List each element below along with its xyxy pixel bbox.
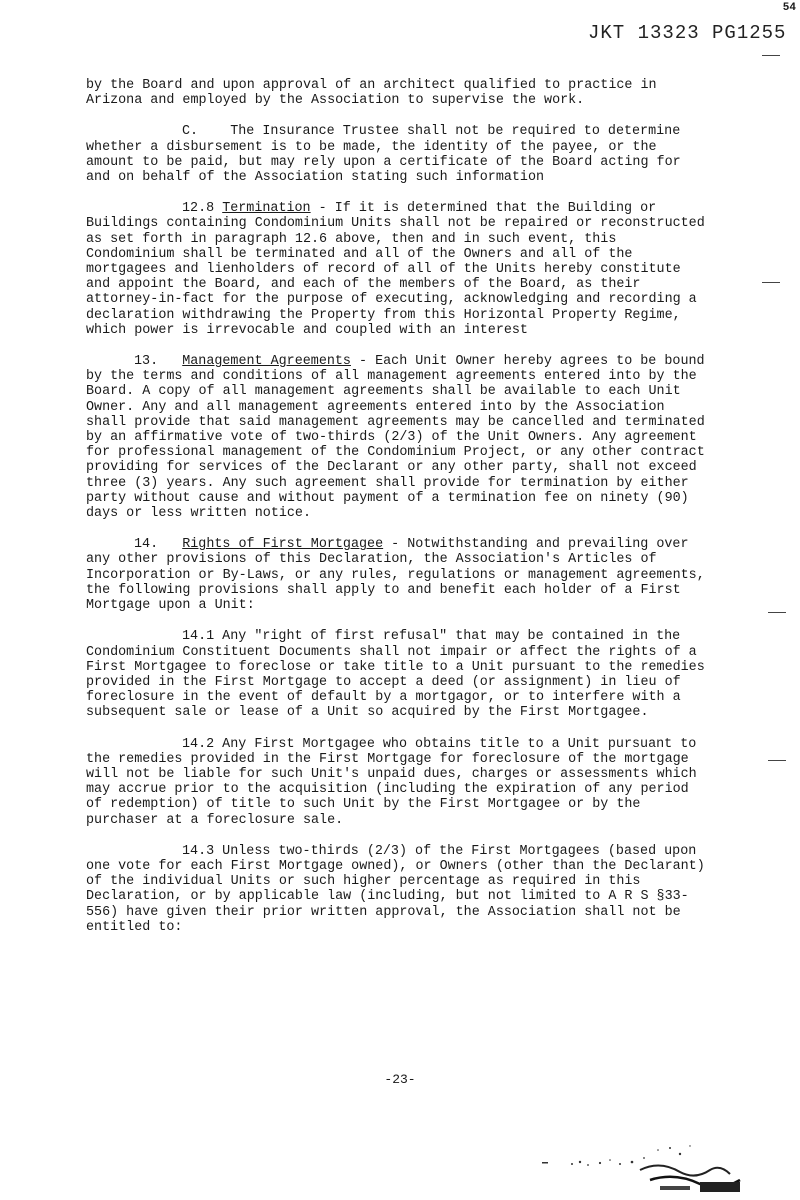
section-13-number: 13. [134,354,159,370]
margin-mark [762,55,780,56]
corner-mark: 54 [782,2,796,14]
section-13-text: - Each Unit Owner hereby agrees to be bound by the terms and conditions of all management agreements entered into by the Board. A copy of all management agreements shall be available to each Unit Owner. Any and all management agreements entered into by the Association shall provide that said management agreements may be cancelled and terminated by an affirmative vote of two-thirds (2/3) of the Unit Owners. Any agreement for professional management of the Condominium Project, or any other contract providing for services of the Declarant or any other party, shall not exceed three (3) years. Any such agreement shall provide for termination by either party without cause and without payment of a termination fee on ninety (90) days or less written notice. [86,354,705,522]
margin-mark [768,612,786,613]
page-number: -23- [384,1072,416,1087]
section-12-8-text: - If it is determined that the Building or Buildings containing Condominium Units shall not be repaired or reconstructed as set forth in paragraph 12.6 above, then and in such event, this Condominium shall be terminated and all of the Owners and all of the mortgagees and lienholders of record of all of the Units hereby constitute and appoint the Board, and each of the members of the Board, as their attorney-in-fact for the purpose of executing, acknowledging and recording a declaration withdrawing the Property from this Horizontal Property Regime, which power is irrevocable and coupled with an interest [86,201,705,338]
margin-mark [768,760,786,761]
section-14 [86,537,710,613]
section-12-8 [86,201,710,338]
section-14-number: 14. [134,537,159,553]
section-14-1: 14.1 Any "right of first refusal" that may be contained in the Condominium Constituent Documents shall not impair or affect the rights of a First Mortgagee to foreclose or take title to a Unit pursuant to the remedies provided in the First Mortgage to accept a deed (or assignment) in lieu of foreclosure in the event of default by a mortgagor, or to interfere with a subsequent sale or lease of a Unit so acquired by the First Mortgagee. [86,629,705,721]
paragraph-c [86,124,710,185]
margin-mark [762,282,780,283]
section-14-text: - Notwithstanding and prevailing over any other provisions of this Declaration, the Association's Articles of Incorporation or By-Laws, or any rules, regulations or management agreements, the following provisions shall apply to and benefit each holder of a First Mortgage upon a Unit: [86,537,705,614]
paragraph-c-label: C. [182,124,199,140]
section-12-8-title: Termination [222,201,311,217]
section-14-3: 14.3 Unless two-thirds (2/3) of the First Mortgagees (based upon one vote for each First Mortgage owned), or Owners (other than the Declarant) of the individual Units or such higher percentage as required in this Declaration, or by applicable law (including, but not limited to A R S §33-556) have given their prior written approval, the Association shall not be entitled to: [86,843,705,935]
document-body [86,78,710,951]
docket-number: JKT 13323 PG1255 [588,22,787,44]
section-14-2: 14.2 Any First Mortgagee who obtains title to a Unit pursuant to the remedies provided in the First Mortgage for foreclosure of the mortgage will not be liable for such Unit's unpaid dues, charges or assessments which may accrue prior to the acquisition (including the expiration of any period of redemption) of title to such Unit by the First Mortgagee or by the purchaser at a foreclosure sale. [86,736,697,828]
paragraph-c-text: The Insurance Trustee shall not be required to determine whether a disbursement is to be made, the identity of the payee, or the amount to be paid, but may rely upon a certificate of the Board acting for and on behalf of the Association stating such information [86,124,681,186]
section-13-title: Management Agreements [182,354,351,370]
recording-stamp-image [540,1140,750,1195]
section-14-title: Rights of First Mortgagee [182,537,384,553]
paragraph-b-continuation: by the Board and upon approval of an architect qualified to practice in Arizona and employed by the Association to supervise the work. [86,78,657,109]
section-13 [86,354,710,521]
section-12-8-number: 12.8 [182,201,215,217]
